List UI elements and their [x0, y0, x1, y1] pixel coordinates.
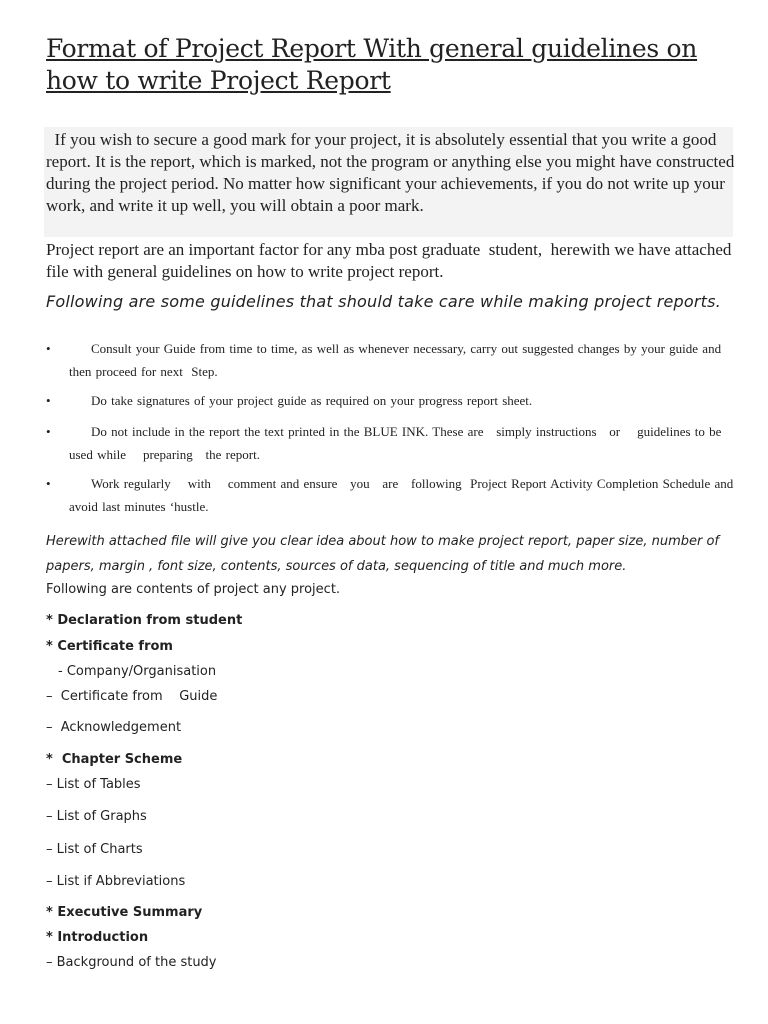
contents-list-of-tables: – List of Tables [46, 777, 141, 792]
list-item [46, 337, 736, 383]
bullet-icon: • [46, 424, 51, 439]
contents-list-of-abbreviations: – List if Abbreviations [46, 874, 186, 889]
contents-executive-summary: * Executive Summary [46, 905, 203, 920]
contents-list-of-graphs: – List of Graphs [46, 809, 147, 824]
contents-introduction: * Introduction [46, 930, 149, 945]
contents-list-of-charts: – List of Charts [46, 842, 143, 857]
list-item-text: Consult your Guide from time to time, as well as whenever necessary, carry out suggested changes by your guide and then proceed for next Step. [69, 341, 726, 379]
bullet-icon: • [46, 476, 51, 491]
intro-paragraph: Project report are an important factor for any mba post graduate student, herewith we have attached file with general guidelines on how to write project report. [46, 240, 736, 281]
contents-guide-certificate: – Certificate from Guide [46, 689, 218, 704]
list-item [46, 389, 736, 412]
contents-chapter-scheme: * Chapter Scheme [46, 752, 183, 767]
bullet-icon: • [46, 341, 51, 356]
contents-background: – Background of the study [46, 955, 217, 970]
contents-certificate: * Certificate from [46, 639, 173, 654]
contents-acknowledgement: – Acknowledgement [46, 720, 182, 735]
list-item-text: Do not include in the report the text printed in the BLUE INK. These are simply instructions or guidelines to be used while preparing the report. [69, 424, 730, 462]
list-item [46, 420, 736, 466]
bullet-icon: • [46, 393, 51, 408]
list-item-text: Work regularly with comment and ensure you are following Project Report Activity Completion Schedule and avoid last minutes ‘hustle. [69, 476, 738, 514]
list-item [46, 472, 736, 518]
list-item-text: Do take signatures of your project guide as required on your progress report sheet. [91, 393, 533, 408]
attached-file-note: Herewith attached file will give you clear idea about how to make project report, paper size, number of papers, margin , font size, contents, sources of data, sequencing of title and much more. [46, 534, 720, 574]
intro-paragraph-highlighted: If you wish to secure a good mark for your project, it is absolutely essential that you write a good report. It is the report, which is marked, not the program or anything else you might have constructed during the project period. No matter how significant your achievements, if you do not write up your work, and write it up well, you will obtain a poor mark. [46, 130, 739, 215]
document-title: Format of Project Report With general guidelines on how to write Project Report [46, 34, 698, 95]
guidelines-heading: Following are some guidelines that should take care while making project reports. [46, 292, 721, 311]
contents-company: - Company/Organisation [58, 664, 217, 679]
contents-intro: Following are contents of project any project. [46, 582, 341, 597]
contents-declaration: * Declaration from student [46, 613, 243, 628]
